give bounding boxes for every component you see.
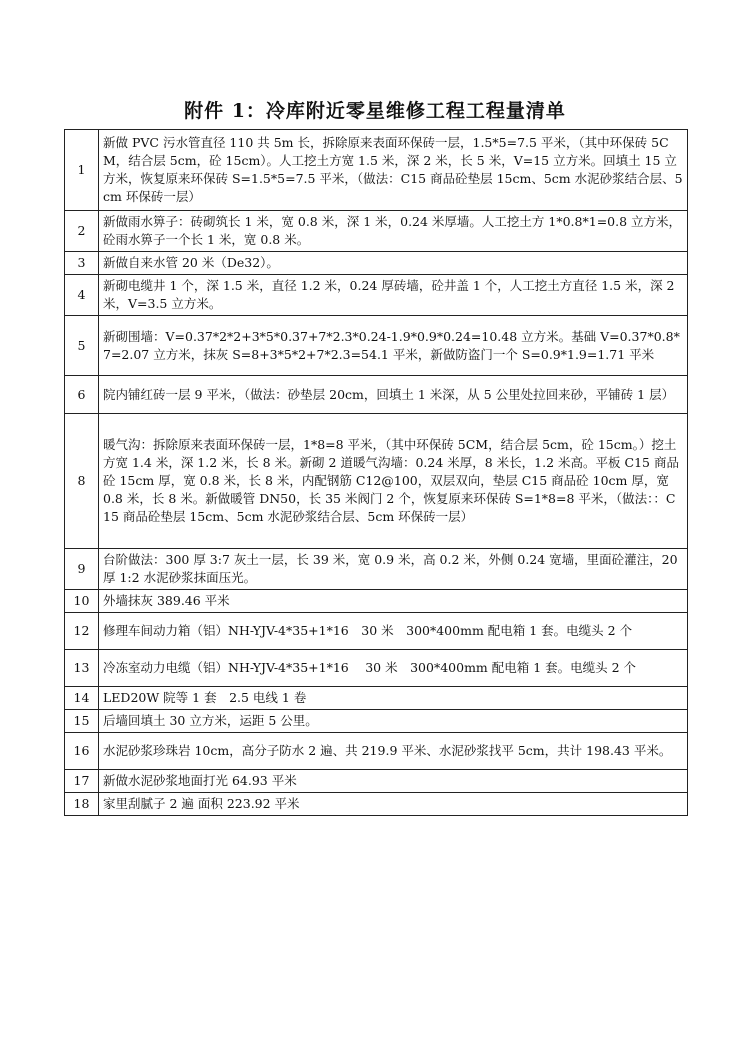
table-row	[65, 275, 688, 316]
row-number: 13	[65, 650, 99, 687]
row-number: 2	[65, 211, 99, 252]
table-body	[65, 130, 688, 816]
row-number: 5	[65, 316, 99, 376]
row-description: 新做雨水箅子：砖砌筑长 1 米，宽 0.8 米，深 1 米，0.24 米厚墙。人工挖土方 1*0.8*1=0.8 立方米，砼雨水箅子一个长 1 米，宽 0.8 米。	[99, 211, 688, 252]
row-number: 8	[65, 414, 99, 549]
row-description: 家里刮腻子 2 遍 面积 223.92 平米	[99, 793, 688, 816]
row-number: 3	[65, 252, 99, 275]
table-row	[65, 687, 688, 710]
table-row	[65, 316, 688, 376]
row-number: 18	[65, 793, 99, 816]
row-number: 17	[65, 770, 99, 793]
row-description: 院内铺红砖一层 9 平米，（做法：砂垫层 20cm，回填土 1 米深，从 5 公里处拉回来砂，平铺砖 1 层）	[99, 376, 688, 414]
row-description: 新砌围墙：V=0.37*2*2+3*5*0.37+7*2.3*0.24-1.9*0.9*0.24=10.48 立方米。基础 V=0.37*0.8*7=2.07 立方米，抹灰 S=8+3*5*2+7*2.3=54.1 平米，新做防盗门一个 S=0.9*1.9=1.71 平米	[99, 316, 688, 376]
row-description: 新砌电缆井 1 个，深 1.5 米，直径 1.2 米，0.24 厚砖墙，砼井盖 1 个，人工挖土方直径 1.5 米，深 2 米，V=3.5 立方米。	[99, 275, 688, 316]
row-number: 12	[65, 613, 99, 650]
row-description: 水泥砂浆珍珠岩 10cm，高分子防水 2 遍、共 219.9 平米、水泥砂浆找平 5cm，共计 198.43 平米。	[99, 733, 688, 770]
row-number: 4	[65, 275, 99, 316]
row-number: 16	[65, 733, 99, 770]
table-row	[65, 650, 688, 687]
row-description: 台阶做法：300 厚 3:7 灰土一层，长 39 米，宽 0.9 米，高 0.2 米，外侧 0.24 宽墙，里面砼灌注，20 厚 1:2 水泥砂浆抹面压光。	[99, 549, 688, 590]
row-description: 修理车间动力箱（铝）NH-YJV-4*35+1*16 30 米 300*400mm 配电箱 1 套。电缆头 2 个	[99, 613, 688, 650]
row-number: 14	[65, 687, 99, 710]
row-number: 9	[65, 549, 99, 590]
row-description: 新做水泥砂浆地面打光 64.93 平米	[99, 770, 688, 793]
document-title: 附件 1：冷库附近零星维修工程工程量清单	[184, 100, 566, 122]
table-row	[65, 590, 688, 613]
row-number: 10	[65, 590, 99, 613]
row-description: 暖气沟：拆除原来表面环保砖一层，1*8=8 平米，（其中环保砖 5CM，结合层 5cm，砼 15cm。）挖土方宽 1.4 米，深 1.2 米，长 8 米。新砌 2 道暖气沟墙：0.24 米厚，8 米长，1.2 米高。平板 C15 商品砼 15cm 厚，宽 0.8 米，长 8 米，内配钢筋 C12@100，双层双向，垫层 C15 商品砼 10cm 厚，宽 0.8 米，长 8 米。新做暖管 DN50，长 35 米阀门 2 个，恢复原来环保砖 S=1*8=8 平米，（做法：：C15 商品砼垫层 15cm、5cm 水泥砂浆结合层、5cm 环保砖一层）	[99, 414, 688, 549]
table-row	[65, 130, 688, 211]
row-number: 6	[65, 376, 99, 414]
row-description: 新做自来水管 20 米（De32）。	[99, 252, 688, 275]
table-row	[65, 710, 688, 733]
row-description: 外墙抹灰 389.46 平米	[99, 590, 688, 613]
row-description: 冷冻室动力电缆（铝）NH-YJV-4*35+1*16 30 米 300*400mm 配电箱 1 套。电缆头 2 个	[99, 650, 688, 687]
table-row	[65, 252, 688, 275]
table-row	[65, 414, 688, 549]
row-number: 15	[65, 710, 99, 733]
row-number: 1	[65, 130, 99, 211]
table-row	[65, 376, 688, 414]
table-row	[65, 549, 688, 590]
table-row	[65, 770, 688, 793]
table-row	[65, 733, 688, 770]
row-description: LED20W 院等 1 套 2.5 电线 1 卷	[99, 687, 688, 710]
row-description: 新做 PVC 污水管直径 110 共 5m 长，拆除原来表面环保砖一层，1.5*5=7.5 平米，（其中环保砖 5CM，结合层 5cm，砼 15cm）。人工挖土方宽 1.5 米，深 2 米，长 5 米，V=15 立方米。回填土 15 立方米，恢复原来环保砖 S=1.5*5=7.5 平米，（做法：C15 商品砼垫层 15cm、5cm 水泥砂浆结合层、5cm 环保砖一层）	[99, 130, 688, 211]
quantity-bill-table	[64, 129, 688, 816]
table-row	[65, 793, 688, 816]
table-row	[65, 211, 688, 252]
table-row	[65, 613, 688, 650]
row-description: 后墙回填土 30 立方米，运距 5 公里。	[99, 710, 688, 733]
